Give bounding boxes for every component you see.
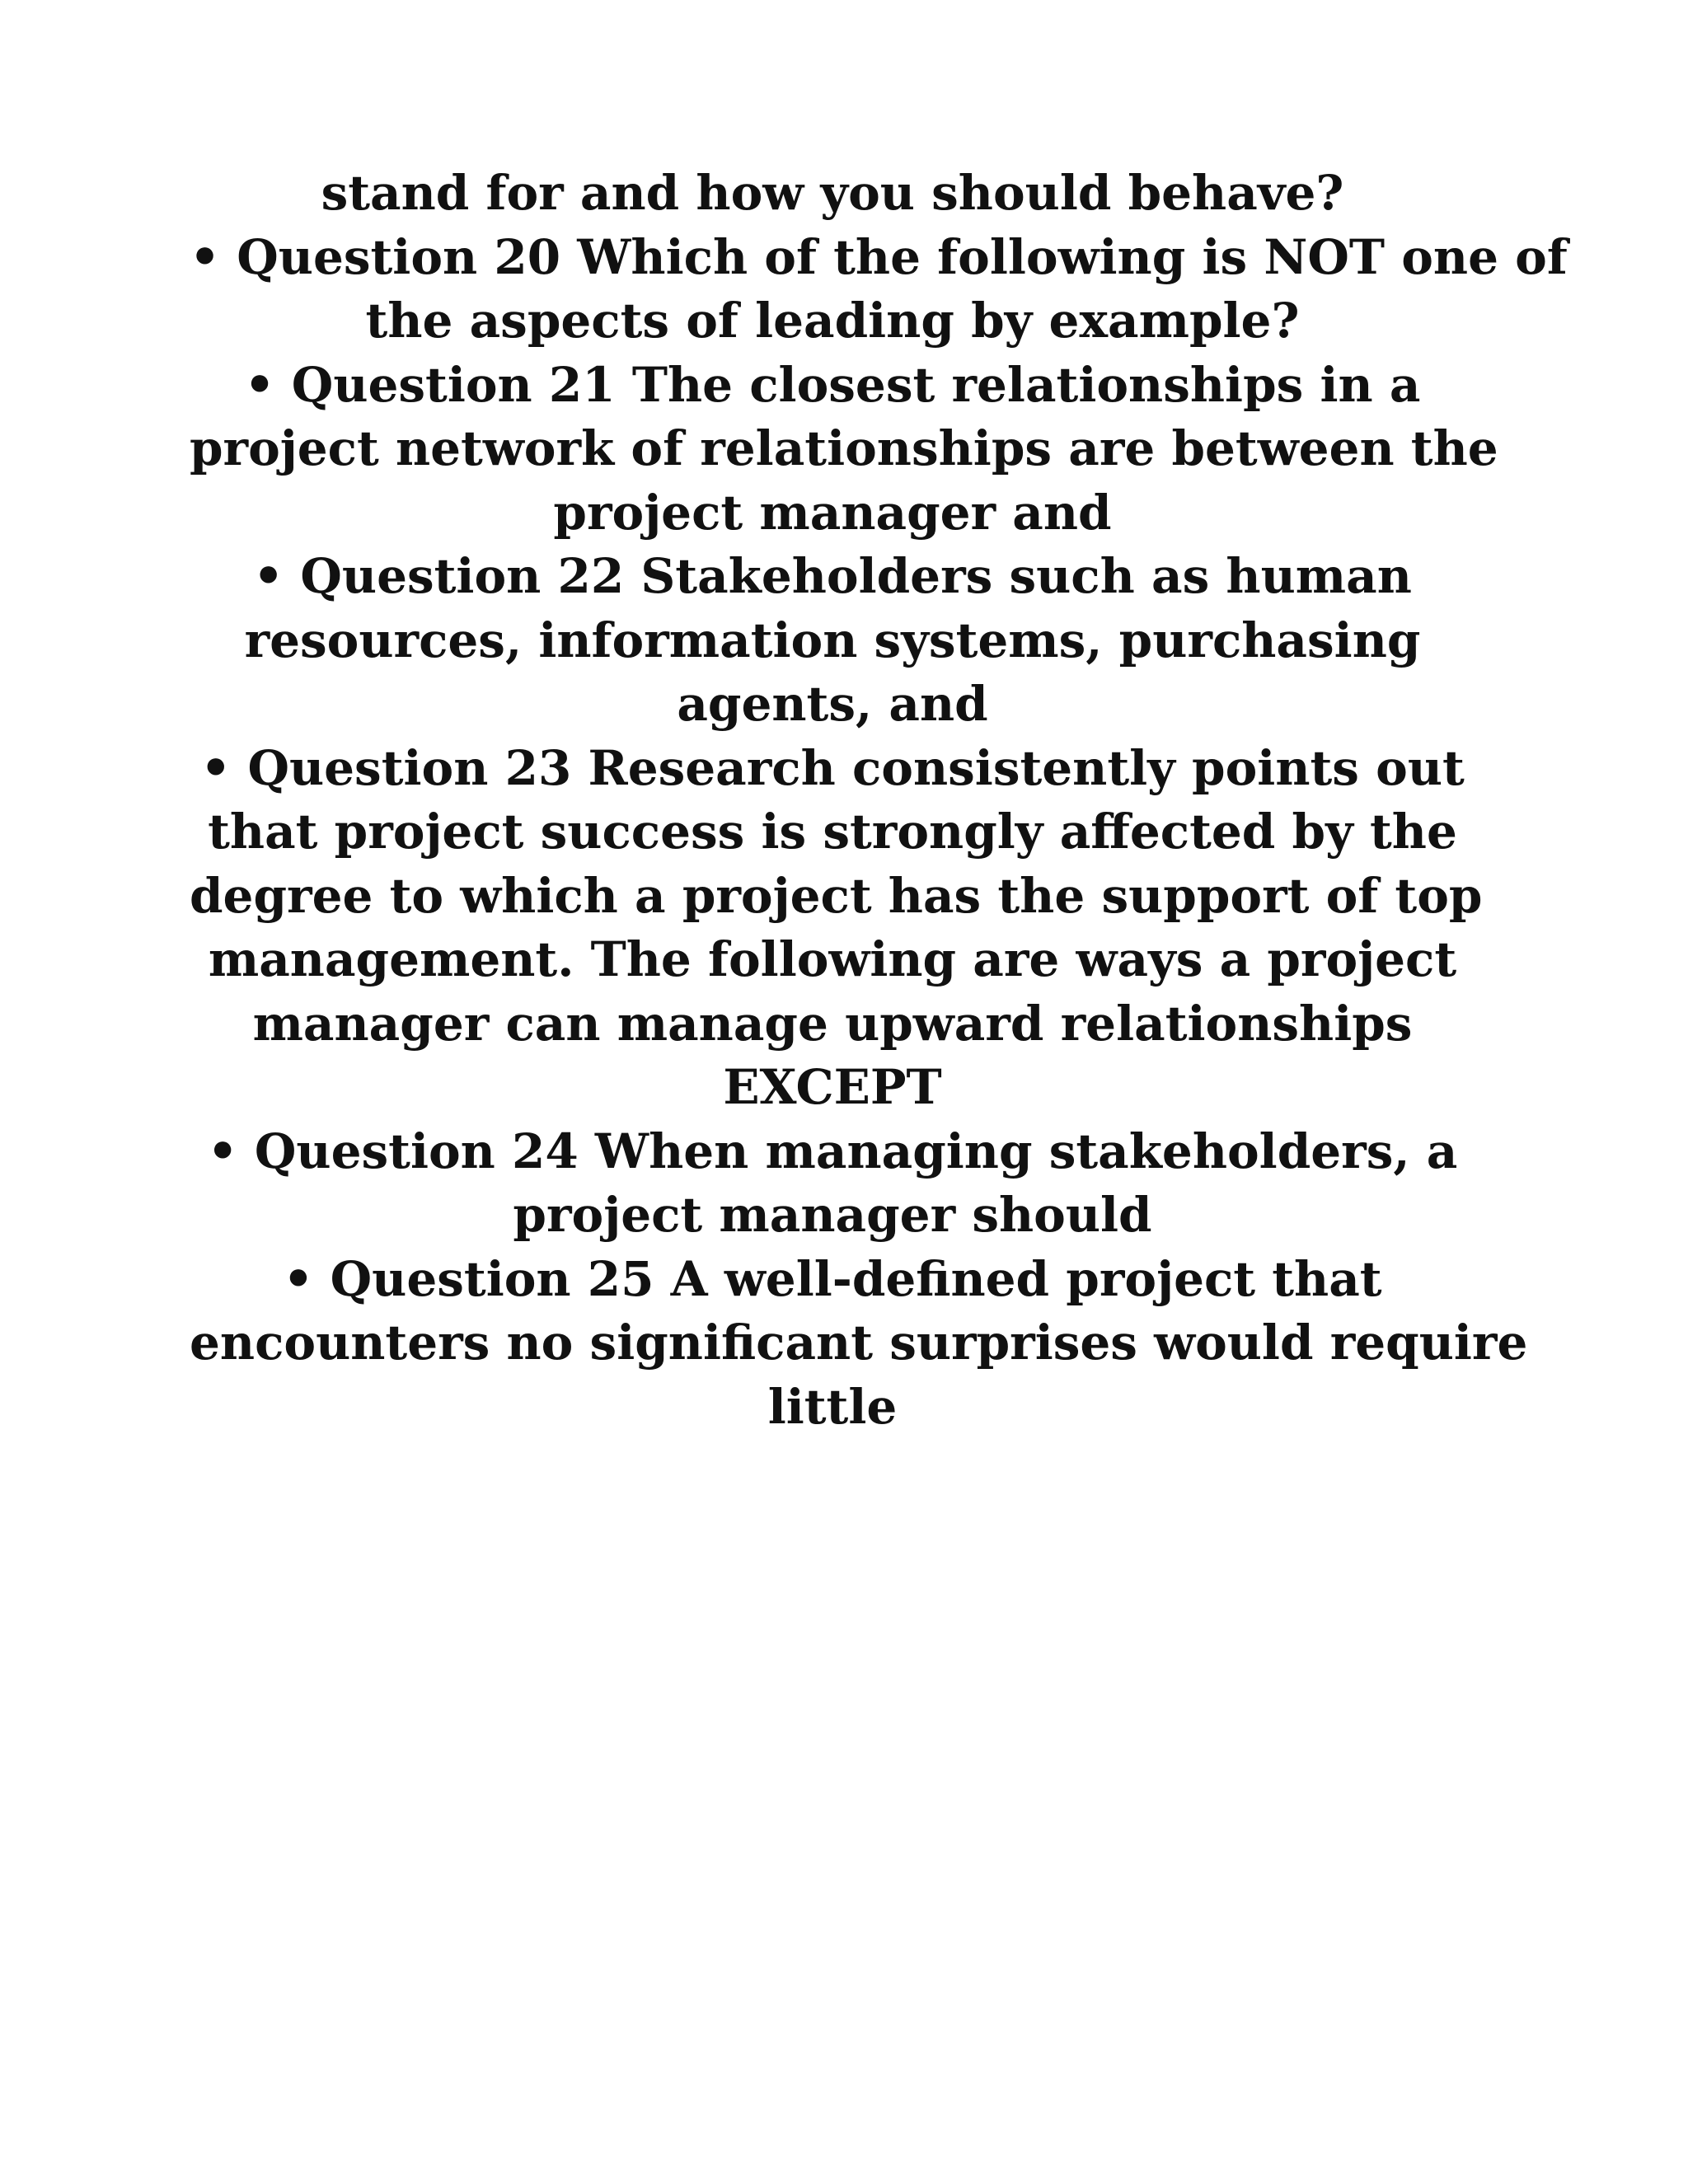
question-21-line-1: • Question 21 The closest relationships in a (244, 356, 1421, 413)
question-22-line-1: • Question 22 Stakeholders such as human (253, 548, 1412, 604)
question-22-line-2: resources, information systems, purchasing (244, 612, 1421, 668)
text-line-1: stand for and how you should behave? (321, 165, 1344, 221)
question-23-line-1: • Question 23 Research consistently points out (200, 739, 1465, 796)
question-23-line-3: degree to which a project has the support of top (190, 867, 1483, 924)
question-23-line-2: that project success is strongly affected by the (208, 804, 1457, 860)
question-21-line-3: project manager and (553, 484, 1112, 541)
question-25-line-3: little (767, 1378, 898, 1435)
question-25-line-1: • Question 25 A well-defined project that (283, 1250, 1382, 1307)
question-24-line-1: • Question 24 When managing stakeholders, a (207, 1122, 1458, 1179)
question-23-line-6: EXCEPT (723, 1059, 942, 1115)
question-22-line-3: agents, and (677, 676, 988, 732)
question-23-line-5: manager can manage upward relationships (252, 995, 1413, 1052)
question-24-line-2: project manager should (513, 1187, 1152, 1243)
document-body (190, 162, 1568, 1439)
question-23-line-4: management. The following are ways a project (208, 931, 1457, 987)
question-21-line-2: project network of relationships are between the (190, 420, 1498, 476)
question-25-line-2: encounters no significant surprises would require (190, 1315, 1528, 1371)
question-20-line-1: • Question 20 Which of the following is NOT one of (190, 228, 1568, 285)
question-20-line-2: the aspects of leading by example? (365, 293, 1300, 349)
